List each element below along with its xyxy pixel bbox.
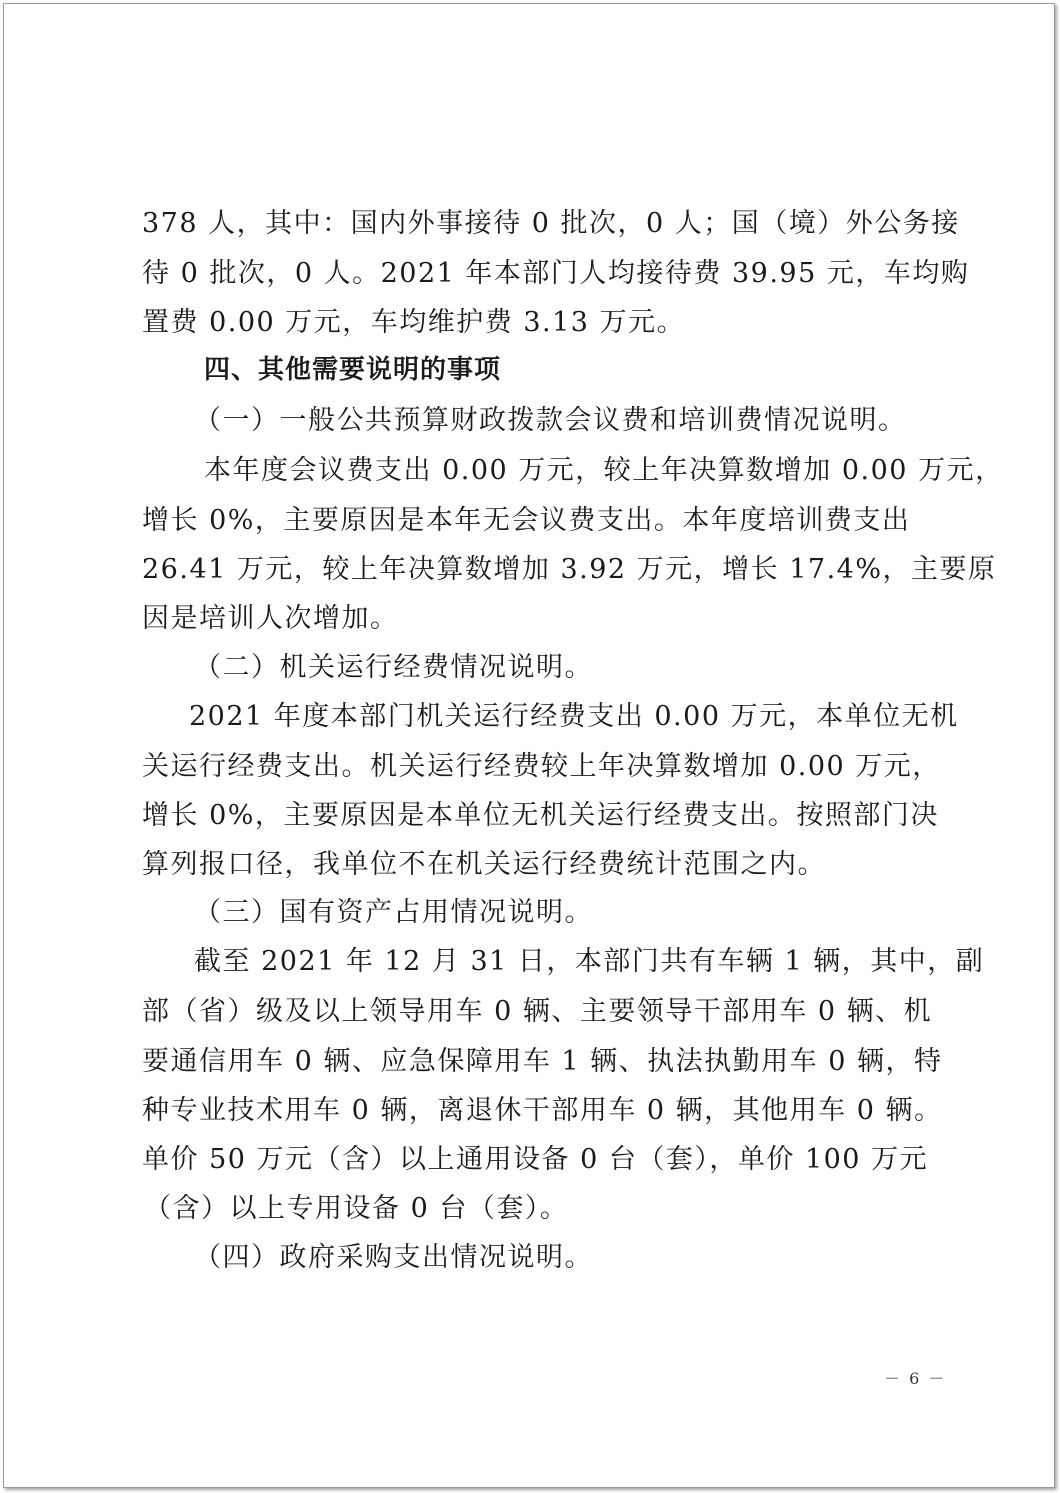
text-line-9: 因是培训人次增加。 (142, 603, 399, 634)
text-line-7: 增长 0%，主要原因是本年无会议费支出。本年度培训费支出 (142, 505, 911, 536)
subsection-heading-4: （四）政府采购支出情况说明。 (194, 1242, 593, 1273)
text-line-18: 要通信用车 0 辆、应急保障用车 1 辆、执法执勤用车 0 辆，特 (142, 1046, 943, 1077)
text-line-13: 增长 0%，主要原因是本单位无机关运行经费支出。按照部门决 (142, 800, 939, 831)
text-line-21: （含）以上专用设备 0 台（套）。 (144, 1193, 569, 1224)
subsection-heading-2: （二）机关运行经费情况说明。 (194, 652, 593, 683)
text-line-8: 26.41 万元，较上年决算数增加 3.92 万元，增长 17.4%，主要原 (142, 554, 997, 585)
text-line-16: 截至 2021 年 12 月 31 日，本部门共有车辆 1 辆，其中，副 (194, 946, 985, 977)
text-line-20: 单价 50 万元（含）以上通用设备 0 台（套），单价 100 万元 (142, 1144, 929, 1175)
text-line-3: 置费 0.00 万元，车均维护费 3.13 万元。 (142, 307, 686, 338)
text-line-12: 关运行经费支出。机关运行经费较上年决算数增加 0.00 万元， (142, 751, 941, 782)
section-heading-4: 四、其他需要说明的事项 (204, 355, 502, 385)
text-line-6: 本年度会议费支出 0.00 万元，较上年决算数增加 0.00 万元， (204, 455, 1004, 486)
text-line-17: 部（省）级及以上领导用车 0 辆、主要领导干部用车 0 辆、机 (142, 996, 933, 1027)
text-line-1: 378 人，其中：国内外事接待 0 批次，0 人；国（境）外公务接 (142, 208, 960, 239)
subsection-heading-1: （一）一般公共预算财政拨款会议费和培训费情况说明。 (194, 405, 907, 436)
text-line-14: 算列报口径，我单位不在机关运行经费统计范围之内。 (142, 849, 826, 880)
page-number: － 6 － (884, 1369, 947, 1388)
text-line-11: 2021 年度本部门机关运行经费支出 0.00 万元，本单位无机 (189, 701, 959, 732)
subsection-heading-3: （三）国有资产占用情况说明。 (194, 897, 593, 928)
document-page (3, 3, 1055, 1488)
text-line-19: 种专业技术用车 0 辆，离退休干部用车 0 辆，其他用车 0 辆。 (142, 1095, 943, 1126)
text-line-2: 待 0 批次，0 人。2021 年本部门人均接待费 39.95 元，车均购 (142, 258, 970, 289)
